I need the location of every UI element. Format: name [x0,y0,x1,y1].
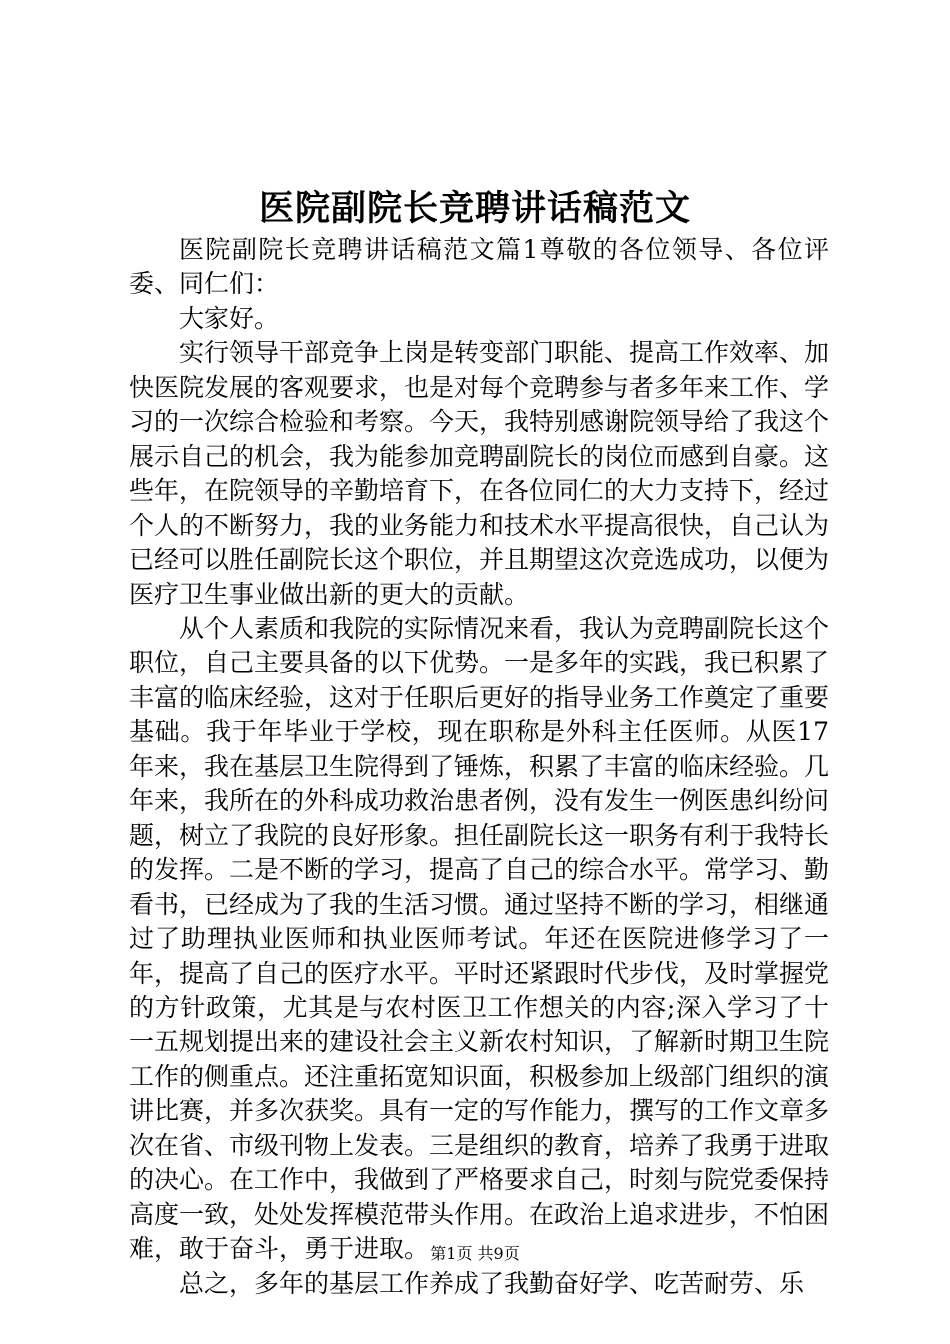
paragraph-advantages: 从个人素质和我院的实际情况来看，我认为竞聘副院长这个职位，自己主要具备的以下优势。一是多年的实践，我已积累了丰富的临床经验，这对于任职后更好的指导业务工作奠定了重要基础。我于年毕业于学校，现在职称是外科主任医师。从医17年来，我在基层卫生院得到了锤炼，积累了丰富的临床经验。几年来，我所在的外科成功救治患者例，没有发生一例医患纠纷问题，树立了我院的良好形象。担任副院长这一职务有利于我特长的发挥。二是不断的学习，提高了自己的综合水平。常学习、勤看书，已经成为了我的生活习惯。通过坚持不断的学习，相继通过了助理执业医师和执业医师考试。年还在医院进修学习了一年，提高了自己的医疗水平。平时还紧跟时代步伐，及时掌握党的方针政策，尤其是与农村医卫工作想关的内容;深入学习了十一五规划提出来的建设社会主义新农村知识，了解新时期卫生院工作的侧重点。还注重拓宽知识面，积极参加上级部门组织的演讲比赛，并多次获奖。具有一定的写作能力，撰写的工作文章多次在省、市级刊物上发表。三是组织的教育，培养了我勇于进取的决心。在工作中，我做到了严格要求自己，时刻与院党委保持高度一致，处处发挥模范带头作用。在政治上追求进步，不怕困难，敢于奋斗，勇于进取。 [129,613,830,1264]
page-footer: 第1页 共9页 [430,1244,520,1263]
paragraph-conclusion: 总之，多年的基层工作养成了我勤奋好学、吃苦耐劳、乐 [179,1268,805,1298]
paragraph-greeting: 医院副院长竞聘讲话稿范文篇1尊敬的各位领导、各位评委、同仁们： [129,235,829,299]
paragraph-intro: 实行领导干部竞争上岗是转变部门职能、提高工作效率、加快医院发展的客观要求，也是对每个竞聘参与者多年来工作、学习的一次综合检验和考察。今天，我特别感谢院领导给了我这个展示自己的机会，我为能参加竞聘副院长的岗位而感到自豪。这些年，在院领导的辛勤培育下，在各位同仁的大力支持下，经过个人的不断努力，我的业务能力和技术水平提高很快，自己认为已经可以胜任副院长这个职位，并且期望这次竞选成功，以便为医疗卫生事业做出新的更大的贡献。 [129,338,830,609]
document-body [129,233,829,1301]
document-title: 医院副院长竞聘讲话稿范文 [258,188,691,229]
paragraph-hello: 大家好。 [179,303,280,333]
